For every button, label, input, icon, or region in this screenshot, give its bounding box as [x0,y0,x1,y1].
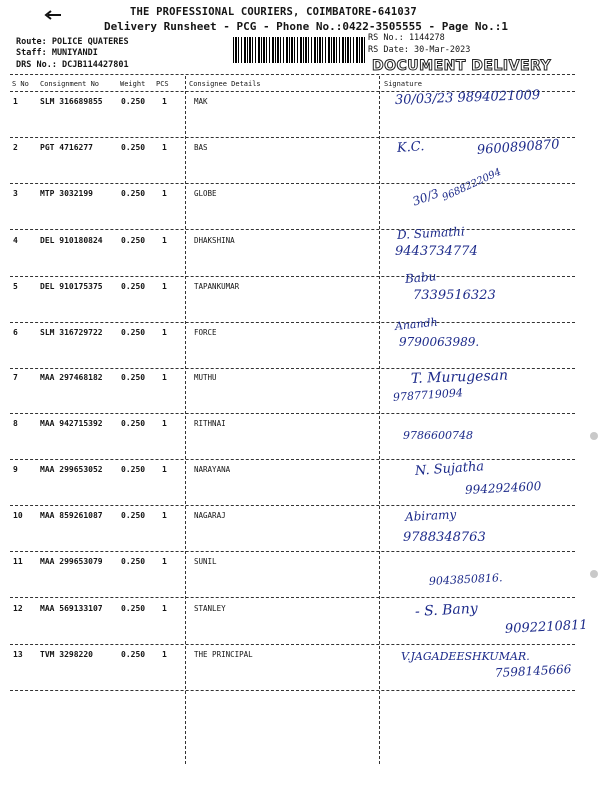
row-pcs: 1 [162,282,167,291]
row-consignment-no: MAA 859261087 [40,511,103,520]
row-separator [10,322,575,323]
row-weight: 0.250 [121,236,146,245]
row-weight: 0.250 [121,143,146,152]
col-header-pcs: PCS [156,80,169,88]
row-signature-text: 9790063989. [399,335,480,349]
row-signature-text: 30/03/23 9894021009 [394,87,541,108]
col-header-sno: S No [12,80,29,88]
row-consignment-no: TVM 3298220 [40,650,93,659]
row-weight: 0.250 [121,650,146,659]
left-arrow-icon [44,10,62,20]
row-consignment-no: DEL 910180824 [40,236,103,245]
row-signature-text: - S. Bany [414,600,479,620]
barcode [233,37,365,63]
row-signature-text: 9688222094 [440,166,503,204]
row-signature-text: 9788348763 [403,530,486,545]
row-pcs: 1 [162,189,167,198]
row-consignment-no: MAA 942715392 [40,419,103,428]
row-separator [10,644,575,645]
row-sno: 8 [13,419,18,428]
staff-label: Staff: MUNIYANDI [16,48,98,58]
row-consignment-no: MAA 297468182 [40,373,103,382]
row-signature-text: 7598145666 [494,662,572,680]
row-consignment-no: MAA 569133107 [40,604,103,613]
row-signature-text: 30/3 [410,186,441,209]
row-sno: 5 [13,282,18,291]
row-sno: 4 [13,236,18,245]
row-sno: 13 [13,650,23,659]
row-consignee: MAK [194,97,208,106]
row-consignment-no: SLM 316689855 [40,97,103,106]
col-header-signature: Signature [384,80,422,88]
row-separator [10,137,575,138]
row-signature-text: T. Murugesan [410,367,509,387]
row-weight: 0.250 [121,419,146,428]
company-title: THE PROFESSIONAL COURIERS, COIMBATORE-641037 [130,6,417,18]
row-weight: 0.250 [121,282,146,291]
row-consignee: NAGARAJ [194,511,226,520]
row-pcs: 1 [162,236,167,245]
runsheet-title: Delivery Runsheet - PCG - Phone No.:0422-3505555 - Page No.:1 [104,20,508,33]
row-consignee: MUTHU [194,373,217,382]
row-pcs: 1 [162,143,167,152]
row-pcs: 1 [162,465,167,474]
col-header-weight: Weight [120,80,146,88]
row-sno: 9 [13,465,18,474]
row-pcs: 1 [162,557,167,566]
row-signature-text: 7339516323 [413,288,496,303]
row-signature-text: Babu [404,269,437,286]
row-weight: 0.250 [121,465,146,474]
row-pcs: 1 [162,650,167,659]
row-consignment-no: MTP 3032199 [40,189,93,198]
row-signature-text: 9786600748 [403,429,473,442]
row-consignee: SUNIL [194,557,217,566]
rs-date: RS Date: 30-Mar-2023 [368,45,471,55]
row-pcs: 1 [162,419,167,428]
row-separator [10,459,575,460]
route-label: Route: POLICE QUATERES [16,37,129,47]
header-top-rule [10,74,575,75]
row-pcs: 1 [162,328,167,337]
row-separator [10,597,575,598]
row-signature-text: D. Sumathi [396,224,465,242]
row-weight: 0.250 [121,189,146,198]
row-signature-text: 9787719094 [392,386,464,404]
row-signature-text: 9443734774 [395,244,478,259]
row-sno: 11 [13,557,23,566]
drs-number: DRS No.: DCJB114427801 [16,60,129,70]
row-consignment-no: MAA 299653079 [40,557,103,566]
col-header-consignment: Consignment No [40,80,100,88]
row-weight: 0.250 [121,557,146,566]
row-weight: 0.250 [121,373,146,382]
row-signature-text: 9942924600 [464,479,542,497]
row-weight: 0.250 [121,97,146,106]
row-signature-text: 9600890870 [476,137,561,158]
row-weight: 0.250 [121,511,146,520]
row-separator [10,276,575,277]
row-consignee: DHAKSHINA [194,236,235,245]
row-consignee: STANLEY [194,604,226,613]
row-consignment-no: MAA 299653052 [40,465,103,474]
row-pcs: 1 [162,97,167,106]
row-consignee: FORCE [194,328,217,337]
row-pcs: 1 [162,511,167,520]
row-sno: 12 [13,604,23,613]
col-header-consignee: Consignee Details [189,80,261,88]
row-pcs: 1 [162,373,167,382]
row-signature-text: Anandh [394,315,439,333]
row-signature-text: N. Sujatha [414,459,485,479]
row-weight: 0.250 [121,328,146,337]
punch-mark [590,432,598,440]
row-pcs: 1 [162,604,167,613]
row-separator [10,229,575,230]
row-sno: 3 [13,189,18,198]
row-sno: 1 [13,97,18,106]
row-consignee: GLOBE [194,189,217,198]
row-signature-text: 9043850816. [428,571,503,588]
row-consignee: NARAYANA [194,465,231,474]
row-signature-text: V.JAGADEESHKUMAR. [401,650,530,663]
row-sno: 7 [13,373,18,382]
row-sno: 2 [13,143,18,152]
row-separator [10,183,575,184]
row-separator [10,413,575,414]
row-separator [10,505,575,506]
row-signature-text: K.C. [396,139,425,156]
document-delivery-stamp: DOCUMENT DELIVERY [372,58,552,74]
row-consignee: BAS [194,143,208,152]
punch-mark [590,570,598,578]
row-consignment-no: DEL 910175375 [40,282,103,291]
row-signature-text: Abiramy [404,507,457,524]
row-consignee: TAPANKUMAR [194,282,240,291]
column-divider [185,76,186,764]
row-consignment-no: SLM 316729722 [40,328,103,337]
rs-number: RS No.: 1144278 [368,33,445,43]
row-sno: 6 [13,328,18,337]
row-consignee: RITHNAI [194,419,226,428]
row-consignment-no: PGT 4716277 [40,143,93,152]
row-separator [10,551,575,552]
column-divider [379,76,380,764]
row-sno: 10 [13,511,23,520]
row-weight: 0.250 [121,604,146,613]
row-consignee: THE PRINCIPAL [194,650,253,659]
row-signature-text: 9092210811 [504,617,588,637]
row-separator [10,690,575,691]
